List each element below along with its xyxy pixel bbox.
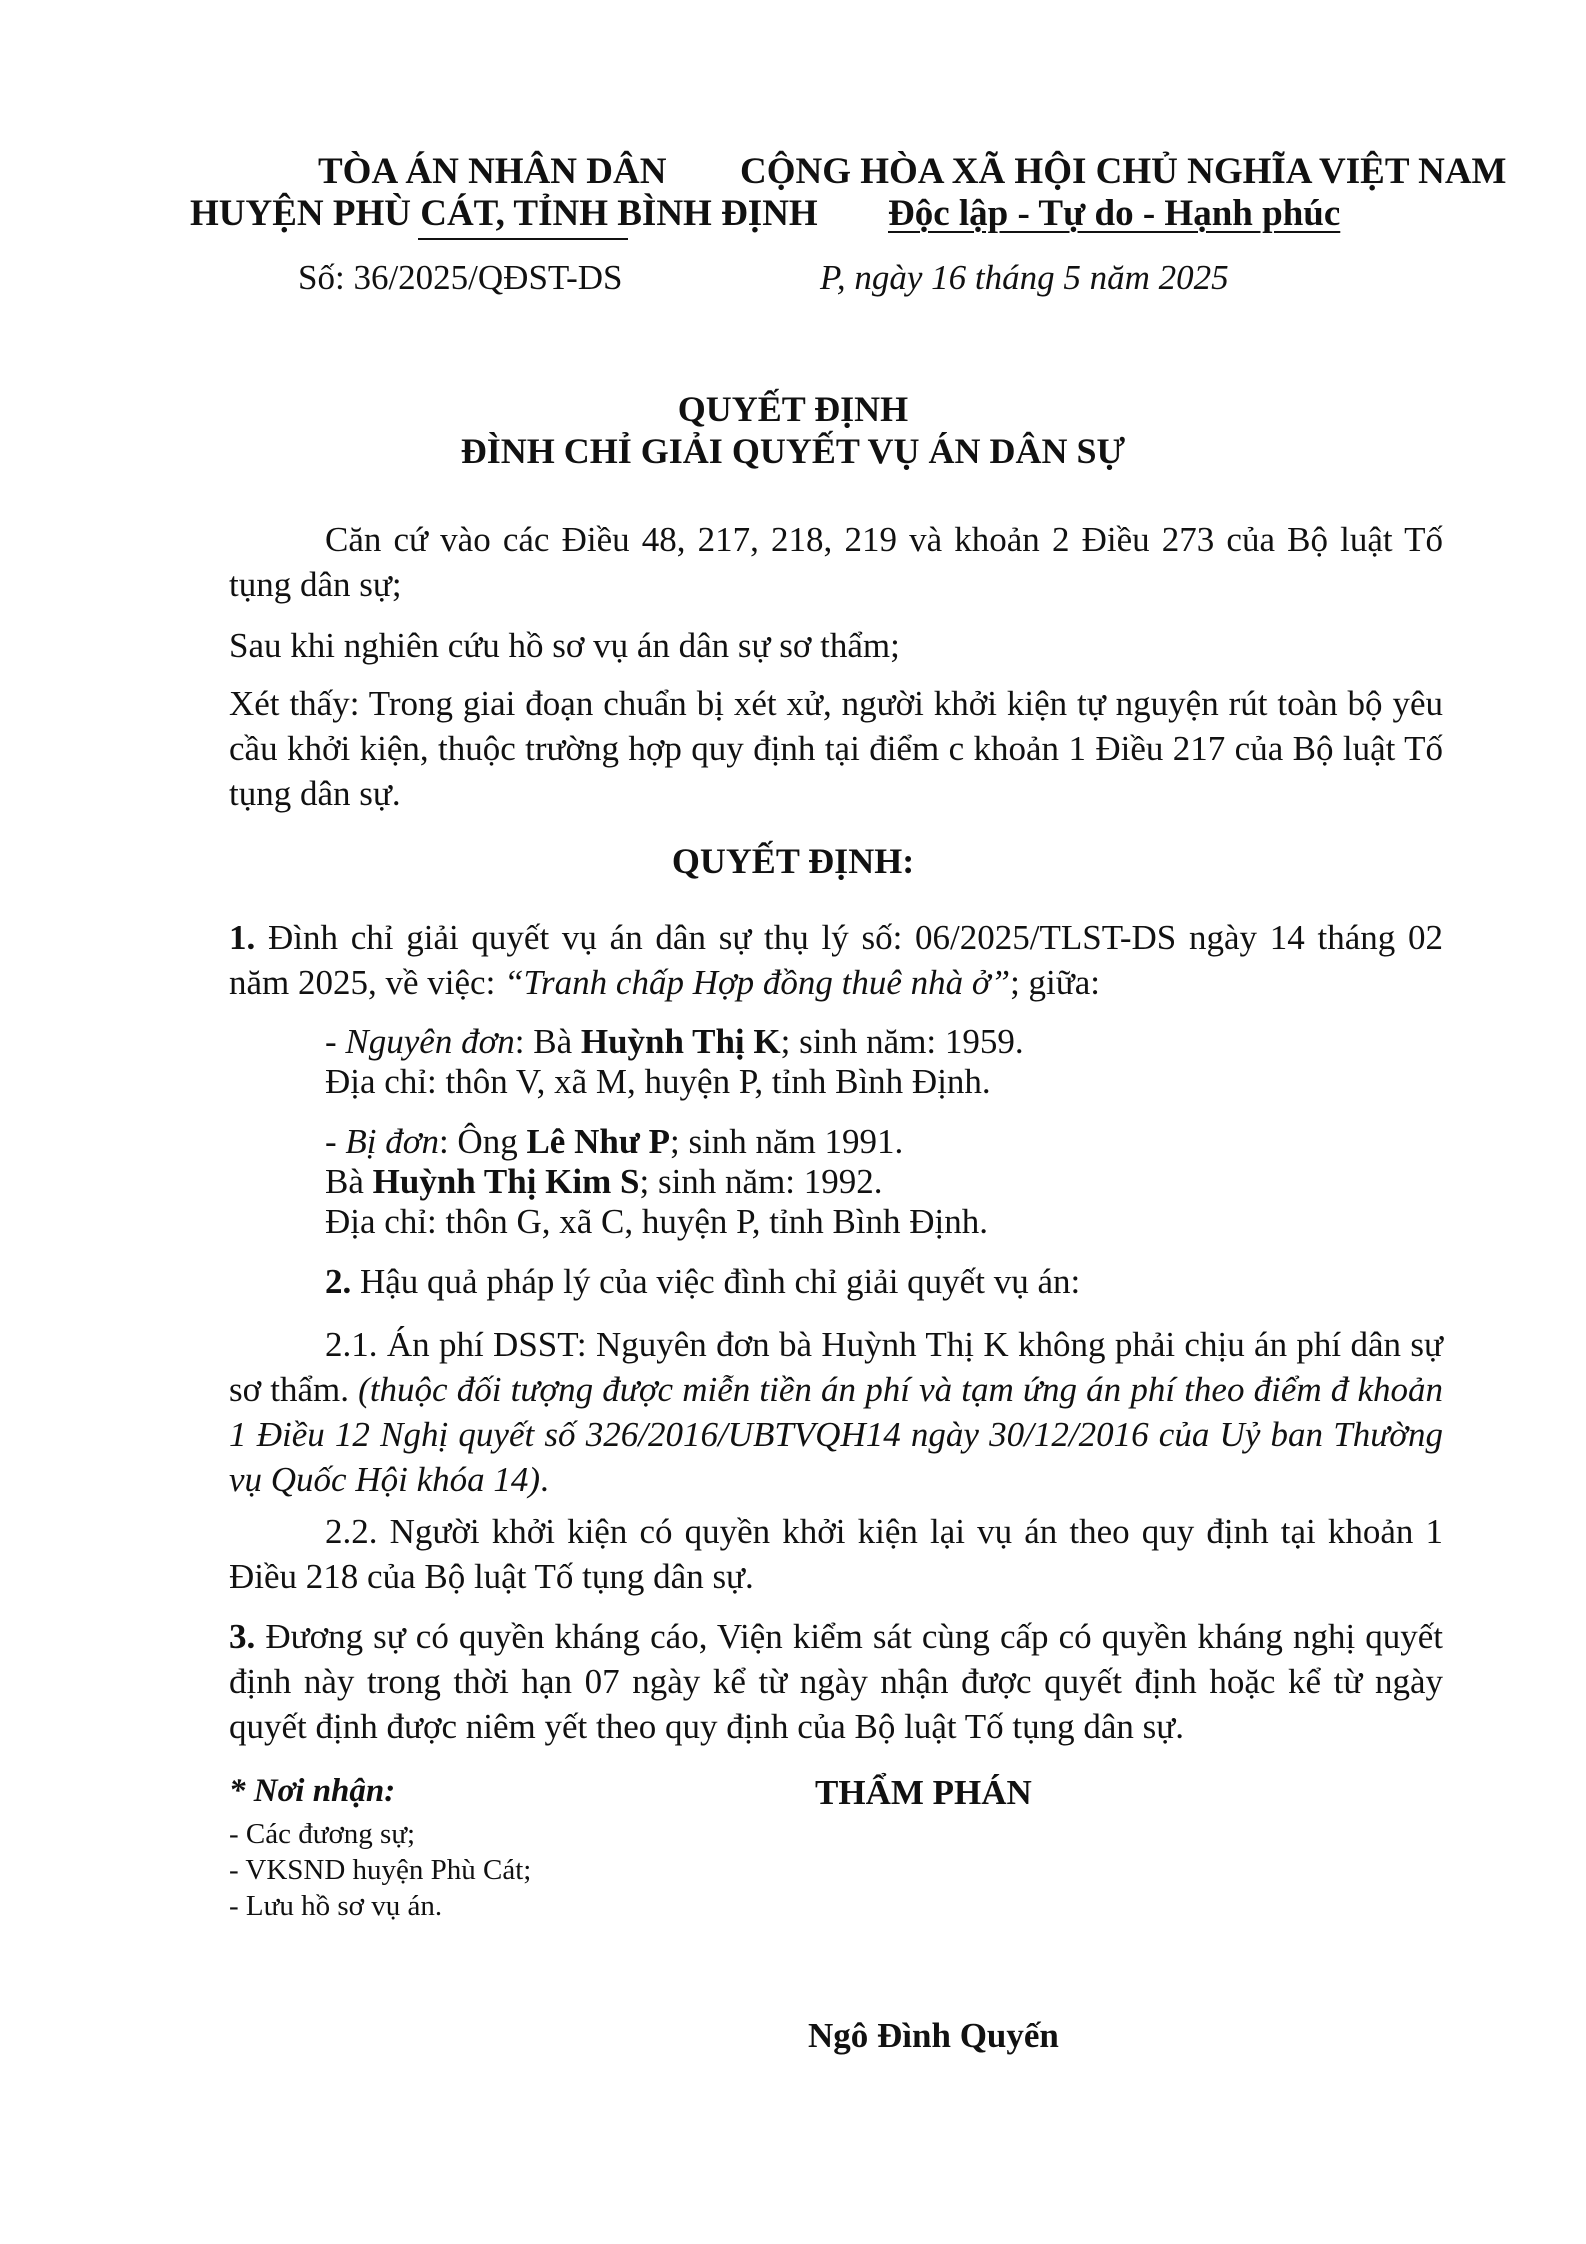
item-text: Hậu quả pháp lý của việc đình chỉ giải quyết vụ án: (351, 1262, 1081, 1301)
defendant-role: Bị đơn (345, 1122, 439, 1161)
decision-heading: QUYẾT ĐỊNH: (671, 841, 915, 881)
honorific: Bà (325, 1162, 373, 1201)
nation-motto: Độc lập - Tự do - Hạnh phúc (888, 193, 1341, 234)
decision-item-2 (325, 1262, 1080, 1302)
defendant-birth: ; sinh năm 1991. (669, 1122, 904, 1161)
item-text: Đương sự có quyền kháng cáo, Viện kiểm sát cùng cấp có quyền kháng nghị quyết định này trong thời hạn 07 ngày kể từ ngày nhận được quyết định hoặc kể từ ngày quyết định được niêm yết theo quy định của Bộ luật Tố tụng dân sự. (229, 1617, 1443, 1746)
plaintiff-address: Địa chỉ: thôn V, xã M, huyện P, tỉnh Bình Định. (325, 1062, 991, 1101)
nation-name: CỘNG HÒA XÃ HỘI CHỦ NGHĨA VIỆT NAM (740, 151, 1507, 192)
dash: - (325, 1022, 346, 1061)
document-title: QUYẾT ĐỊNH (677, 389, 909, 429)
defendant-address: Địa chỉ: thôn G, xã C, huyện P, tỉnh Bình Định. (325, 1202, 989, 1241)
decision-item-3 (229, 1614, 1443, 1749)
item-text: Đình chỉ giải quyết vụ án dân sự thụ lý số: 06/2025/TLST-DS ngày 14 tháng 02 năm 2025, về việc: (229, 918, 1443, 1002)
court-name: TÒA ÁN NHÂN DÂN (318, 151, 667, 192)
honorific: : Bà (514, 1022, 581, 1061)
dash: - (325, 1122, 346, 1161)
item-2-1-end: . (540, 1460, 549, 1499)
signer-role: THẨM PHÁN (815, 1773, 1032, 1812)
item-number: 1. (229, 918, 256, 957)
case-subject: “Tranh chấp Hợp đồng thuê nhà ở” (504, 963, 1011, 1002)
honorific: : Ông (438, 1122, 527, 1161)
document-subtitle: ĐÌNH CHỈ GIẢI QUYẾT VỤ ÁN DÂN SỰ (460, 431, 1126, 471)
recipient-item: - Các đương sự; (229, 1818, 416, 1850)
item-tail: ; giữa: (1010, 963, 1101, 1002)
recipient-item: - Lưu hồ sơ vụ án. (229, 1890, 443, 1922)
place-date: P, ngày 16 tháng 5 năm 2025 (820, 258, 1229, 297)
item-2-1-note: (thuộc đối tượng được miễn tiền án phí và tạm ứng án phí theo điểm đ khoản 1 Điều 12 Nghị quyết số 326/2016/UBTVQH14 ngày 30/12/2016 của Uỷ ban Thường vụ Quốc Hội khóa 14) (229, 1370, 1443, 1499)
defendant-line (325, 1122, 903, 1162)
defendant-2-name: Huỳnh Thị Kim S (372, 1162, 640, 1201)
study-statement: Sau khi nghiên cứu hồ sơ vụ án dân sự sơ thẩm; (229, 626, 900, 665)
plaintiff-birth: ; sinh năm: 1959. (780, 1022, 1024, 1061)
item-number: 3. (229, 1617, 256, 1656)
item-number: 2. (325, 1262, 352, 1301)
legal-basis: Căn cứ vào các Điều 48, 217, 218, 219 và khoản 2 Điều 273 của Bộ luật Tố tụng dân sự; (229, 520, 1443, 604)
decision-item-1 (229, 915, 1443, 1005)
plaintiff-role: Nguyên đơn (345, 1022, 515, 1061)
recipients-heading: * Nơi nhận: (229, 1773, 396, 1809)
defendant-name: Lê Như P (526, 1122, 670, 1161)
document-number: Số: 36/2025/QĐST-DS (298, 258, 623, 297)
defendant-2-birth: ; sinh năm: 1992. (639, 1162, 883, 1201)
item-2-1 (229, 1322, 1443, 1502)
plaintiff-name: Huỳnh Thị K (580, 1022, 781, 1061)
recipient-item: - VKSND huyện Phù Cát; (229, 1854, 532, 1886)
item-2-2: 2.2. Người khởi kiện có quyền khởi kiện lại vụ án theo quy định tại khoản 1 Điều 218 của Bộ luật Tố tụng dân sự. (229, 1512, 1443, 1596)
court-district: HUYỆN PHÙ CÁT, TỈNH BÌNH ĐỊNH (190, 193, 818, 234)
plaintiff-line (325, 1022, 1024, 1062)
court-underline (418, 238, 628, 240)
signer-name: Ngô Đình Quyến (808, 2016, 1059, 2055)
item-2-1-text: 2.1. Án phí DSST: Nguyên đơn bà Huỳnh Thị K không phải chịu án phí dân sự sơ thẩm. (229, 1325, 1443, 1409)
finding-statement: Xét thấy: Trong giai đoạn chuẩn bị xét xử, người khởi kiện tự nguyện rút toàn bộ yêu cầu khởi kiện, thuộc trường hợp quy định tại điểm c khoản 1 Điều 217 của Bộ luật Tố tụng dân sự. (229, 684, 1443, 813)
defendant-2-line (325, 1162, 883, 1202)
